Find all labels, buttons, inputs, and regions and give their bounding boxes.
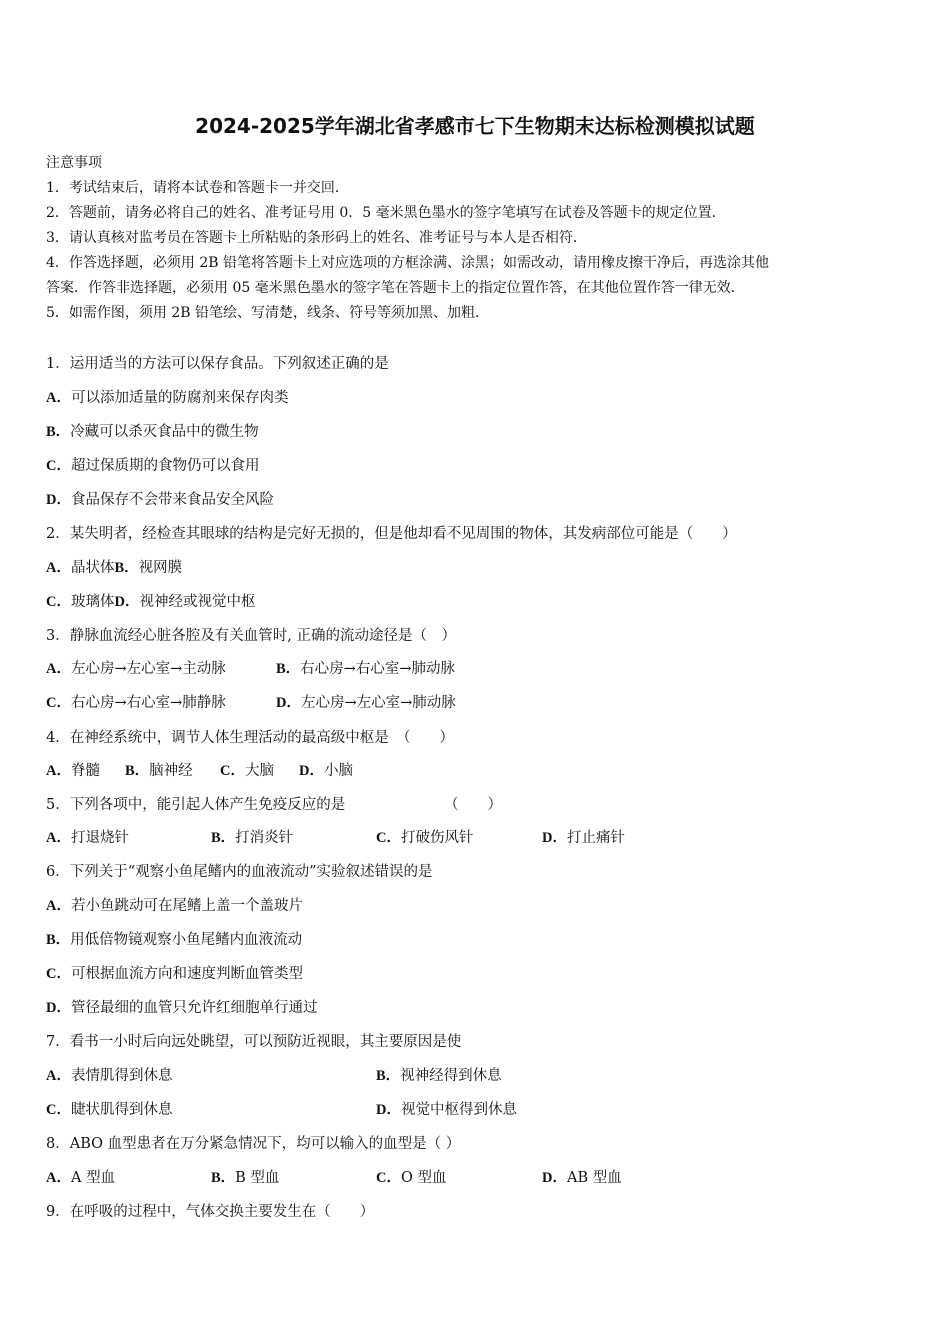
question-8-option-d: D．AB 型血 (542, 1170, 622, 1186)
question-8-option-b: B．B 型血 (211, 1170, 280, 1186)
question-6-option-c: C．可根据血流方向和速度判断血管类型 (46, 966, 303, 982)
question-7-option-c: C．睫状肌得到休息 (46, 1102, 173, 1118)
question-4-stem: 4．在神经系统中，调节人体生理活动的最高级中枢是 （ ） (46, 730, 454, 746)
question-4-option-d: D．小脑 (299, 763, 353, 779)
question-5-answer-paren: （ ） (444, 797, 502, 813)
question-7-option-d: D．视觉中枢得到休息 (376, 1102, 517, 1118)
notice-item-2: 2．答题前，请务必将自己的姓名、准考证号用 0．5 毫米黑色墨水的签字笔填写在试卷及答题卡的规定位置． (46, 205, 726, 221)
question-6-stem: 6．下列关于“观察小鱼尾鳍内的血液流动”实验叙述错误的是 (46, 864, 433, 880)
notice-item-1: 1．考试结束后，请将本试卷和答题卡一并交回． (46, 180, 349, 196)
notice-item-5: 5．如需作图，须用 2B 铅笔绘、写清楚，线条、符号等须加黑、加粗． (46, 305, 490, 321)
question-2-options-ab: A．晶状体B．视网膜 (46, 560, 183, 576)
question-3-option-b: B．右心房→右心室→肺动脉 (276, 661, 455, 677)
question-8-stem: 8．ABO 血型患者在万分紧急情况下，均可以输入的血型是（ ） (46, 1136, 461, 1152)
question-1-option-d: D．食品保存不会带来食品安全风险 (46, 492, 274, 508)
question-5-option-d: D．打止痛针 (542, 830, 625, 846)
question-2-options-cd: C．玻璃体D．视神经或视觉中枢 (46, 594, 256, 610)
question-1-option-b: B．冷藏可以杀灭食品中的微生物 (46, 424, 259, 440)
question-1-option-c: C．超过保质期的食物仍可以食用 (46, 458, 260, 474)
question-8-option-a: A．A 型血 (46, 1170, 116, 1186)
question-3-option-c: C．右心房→右心室→肺静脉 (46, 695, 226, 711)
question-3-stem: 3．静脉血流经心脏各腔及有关血管时, 正确的流动途径是（ ） (46, 628, 456, 644)
question-7-option-b: B．视神经得到休息 (376, 1068, 502, 1084)
question-9-stem: 9．在呼吸的过程中，气体交换主要发生在（ ） (46, 1204, 375, 1220)
page-title: 2024-2025学年湖北省孝感市七下生物期末达标检测模拟试题 (195, 114, 755, 138)
question-5-stem: 5．下列各项中，能引起人体产生免疫反应的是 (46, 797, 346, 813)
question-2-stem: 2．某失明者，经检查其眼球的结构是完好无损的，但是他却看不见周围的物体，其发病部位可能是（ ） (46, 526, 737, 542)
notice-item-4: 4．作答选择题，必须用 2B 铅笔将答题卡上对应选项的方框涂满、涂黑；如需改动，请用橡皮擦干净后，再选涂其他 (46, 255, 769, 271)
question-7-option-a: A．表情肌得到休息 (46, 1068, 173, 1084)
question-3-option-a: A．左心房→左心室→主动脉 (46, 661, 226, 677)
question-8-option-c: C．O 型血 (376, 1170, 447, 1186)
notice-heading: 注意事项 (46, 155, 102, 171)
question-1-option-a: A．可以添加适量的防腐剂来保存肉类 (46, 390, 289, 406)
question-4-option-c: C．大脑 (220, 763, 274, 779)
notice-item-3: 3．请认真核对监考员在答题卡上所粘贴的条形码上的姓名、准考证号与本人是否相符． (46, 230, 587, 246)
question-5-option-b: B．打消炎针 (211, 830, 294, 846)
question-6-option-b: B．用低倍物镜观察小鱼尾鳍内血液流动 (46, 932, 303, 948)
question-6-option-d: D．管径最细的血管只允许红细胞单行通过 (46, 1000, 318, 1016)
question-4-option-a: A．脊髓 (46, 763, 100, 779)
question-6-option-a: A．若小鱼跳动可在尾鳍上盖一个盖玻片 (46, 898, 303, 914)
question-4-option-b: B．脑神经 (125, 763, 193, 779)
notice-item-4-continued: 答案．作答非选择题，必须用 05 毫米黑色墨水的签字笔在答题卡上的指定位置作答，在其他位置作答一律无效． (46, 280, 745, 296)
question-1-stem: 1．运用适当的方法可以保存食品。下列叙述正确的是 (46, 356, 389, 372)
question-7-stem: 7．看书一小时后向远处眺望，可以预防近视眼，其主要原因是使 (46, 1034, 462, 1050)
question-5-option-c: C．打破伤风针 (376, 830, 474, 846)
question-3-option-d: D．左心房→左心室→肺动脉 (276, 695, 456, 711)
question-5-option-a: A．打退烧针 (46, 830, 129, 846)
